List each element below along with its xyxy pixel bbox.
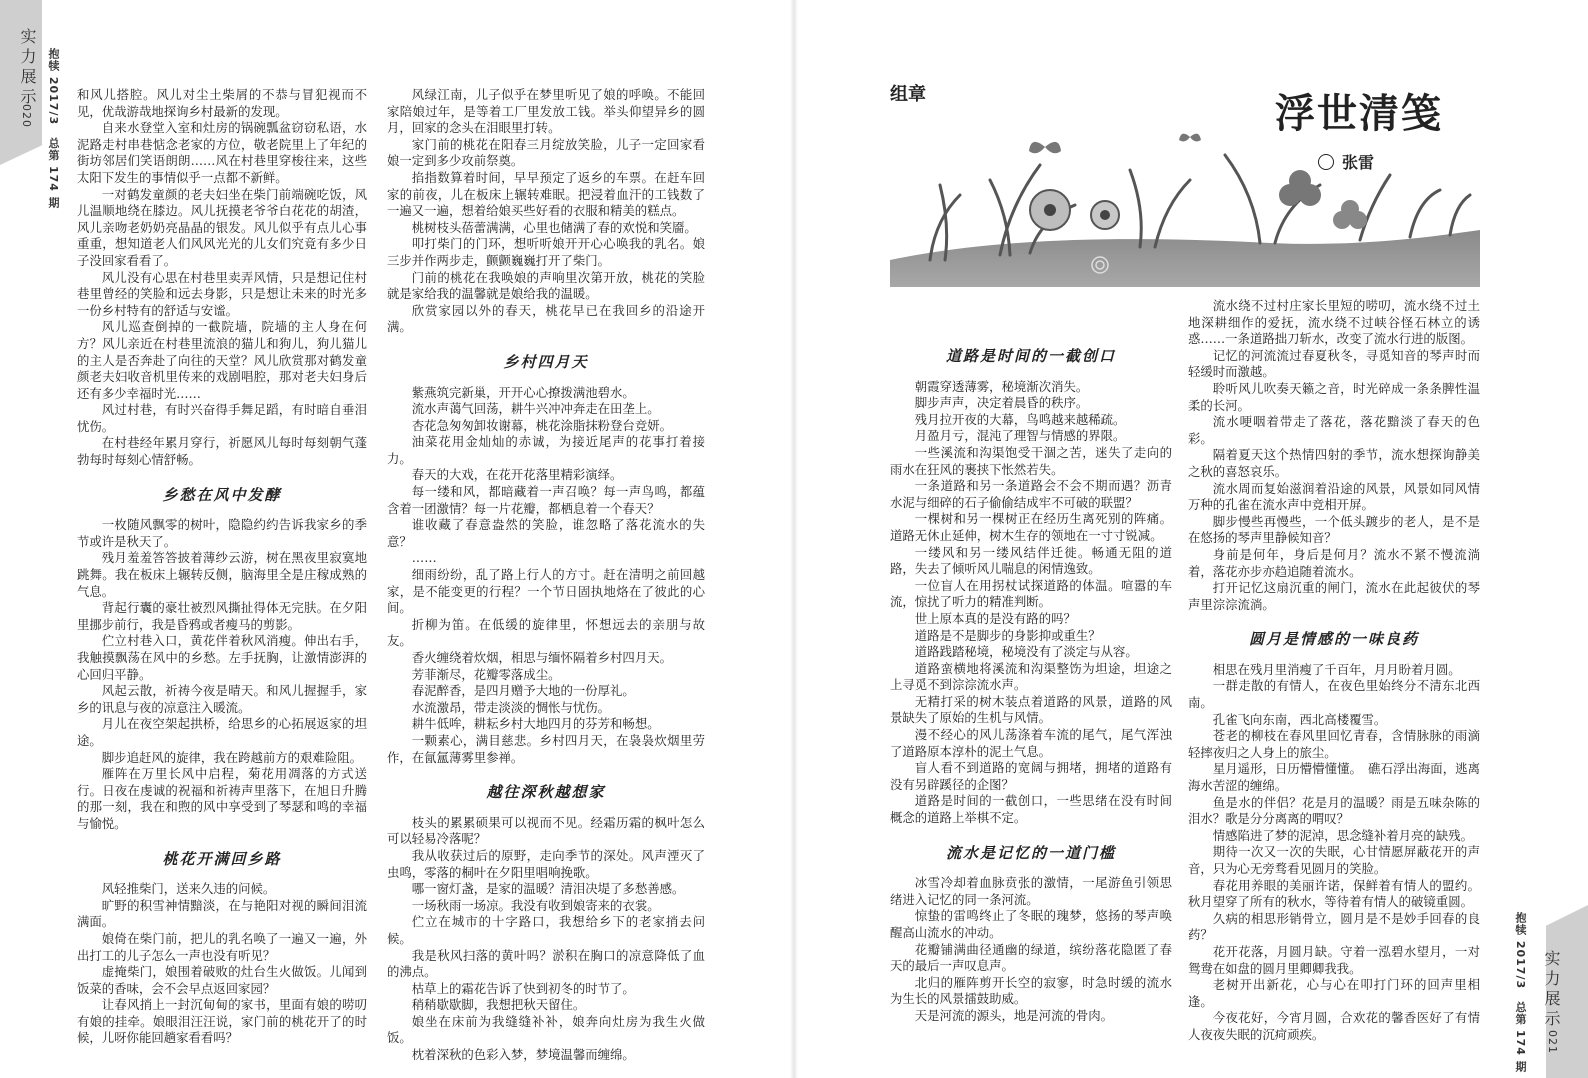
banner-illustration (890, 125, 1480, 287)
paragraph: 鱼是水的伴侣？花是月的温暖？雨是五味杂陈的泪水？歌是分分离离的喟叹？ (1188, 794, 1480, 827)
butterfly-icon (1179, 134, 1201, 142)
paragraph: 风绿江南，儿子似乎在梦里听见了娘的呼唤。不能回家陪娘过年，是等着工厂里发放工钱。举头仰望异乡的圆月，回家的念头在泪眼里打转。 (387, 87, 705, 136)
clover-icon (1333, 200, 1367, 229)
paragraph: 欣赏家园以外的春天，桃花早已在我回乡的沿途开满。 (387, 302, 705, 335)
paragraph: 漫不经心的风儿荡涤着车流的尾气，尾气浑浊了道路原本淳朴的泥土气息。 (890, 727, 1172, 759)
paragraph: 一棵树和另一棵树正在经历生离死别的阵痛。道路无休止延伸，树木生存的领地在一寸寸锐减。 (890, 511, 1172, 543)
author-name: 张雷 (1342, 153, 1375, 172)
paragraph: 春花用养眼的美丽许诺，保鲜着有情人的盟约。秋月望穿了所有的秋水，等待着有情人的破镜重圆。 (1188, 877, 1480, 910)
left-column-1 (77, 87, 367, 1047)
paragraph: 流水绕不过村庄家长里短的唠叨，流水绕不过土地深耕细作的爱抚，流水绕不过峡谷怪石林立的诱惑……一条道路拙刀斩水，改变了流水行进的版图。 (1188, 298, 1480, 347)
paragraph: 伫立在城市的十字路口，我想给乡下的老家捎去问候。 (387, 914, 705, 946)
paragraph: 香火缠绕着炊烟，相思与缅怀隔着乡村四月天。 (411, 650, 672, 665)
paragraph: 隔着夏天这个热情四射的季节，流水想探询静美之秋的喜怒哀乐。 (1188, 447, 1480, 479)
paragraph: 风轻推柴门，送来久违的问候。 (101, 881, 276, 897)
paragraph: 芳菲渐尽，花瓣零落成尘。 (411, 666, 561, 682)
paragraph: 一场秋雨一场凉。我没有收到娘寄来的衣裳。 (411, 897, 660, 913)
paragraph: 自来水登堂入室和灶房的锅碗瓢盆窃窃私语，水泥路走村串巷惦念老家的方位，敬老院里上了年纪的街坊邻居们笑语朗朗……风在村巷里穿梭往来，这些太阳下发生的事情似乎一点都不新鲜。 (77, 120, 367, 185)
paragraph: 道路践踏秘境，秘境没有了淡定与从容。 (914, 644, 1138, 660)
paragraph: 背起行囊的豪壮被烈风撕扯得体无完肤。在夕阳里挪步前行，我是昏鸦或者瘦马的剪影。 (77, 600, 367, 632)
right-column-1 (890, 330, 1172, 1025)
paragraph: 紫燕筑完新巢，开开心心撩拨满池碧水。 (411, 384, 635, 400)
paragraph: 折柳为笛。在低缓的旋律里，怀想远去的亲朋与故友。 (387, 616, 705, 649)
paragraph: 雁阵在万里长风中启程，菊花用凋落的方式送行。日夜在虔诚的祝福和祈祷声里落下，在旭日升腾的那一刻，我在和煦的风中享受到了琴瑟和鸣的幸福与愉悦。 (77, 766, 367, 831)
paragraph: 枯草上的霜花告诉了快到初冬的时节了。 (411, 980, 635, 996)
section-heading: 圆月是情感的一味良药 (1248, 630, 1419, 649)
paragraph: 杏花急匆匆卸妆谢幕，桃花涂脂抹粉登台竞妍。 (411, 417, 672, 433)
paragraph: 家门前的桃花在阳春三月绽放笑脸，儿子一定回家看娘一定到多少攻前祭奠。 (387, 136, 705, 169)
paragraph: 天是河流的源头，地是河流的骨肉。 (914, 1007, 1114, 1023)
paragraph: 世上原本真的是没有路的吗？ (914, 610, 1076, 626)
paragraph: 道路是时间的一截创口，一些思绪在没有时间概念的道路上举棋不定。 (890, 793, 1172, 826)
paragraph: 月盈月亏，混沌了理智与情感的界限。 (914, 428, 1126, 444)
paragraph: 脚步慢些再慢些，一个低头踱步的老人，是不是在悠扬的琴声里静候知音？ (1188, 513, 1480, 546)
paragraph: 油菜花用金灿灿的赤诚，为接近尾声的花事打着接力。 (387, 434, 705, 466)
paragraph: 谁收藏了春意盎然的笑脸，谁忽略了落花流水的失意？ (387, 517, 705, 549)
paragraph: 叩打柴门的门环，想听听娘开开心心唤我的乳名。娘三步并作两步走，颤颤巍巍打开了柴门。 (387, 236, 705, 268)
paragraph: 孔雀飞向东南，西北高楼覆雪。 (1212, 711, 1387, 727)
paragraph: 期待一次又一次的失眠，心甘情愿屏蔽花开的声音，只为心无旁骛看见圆月的笑脸。 (1188, 844, 1480, 876)
paragraph: 虚掩柴门，娘围着破败的灶台生火做饭。儿闻到饭菜的香味，会不会早点返回家园？ (77, 964, 367, 996)
paragraph: 星月遥形，日历懵懵懂懂。 礁石浮出海面，逃离海水苦涩的缠绵。 (1188, 761, 1480, 794)
paragraph: 桃树枝头蓓蕾满满，心里也储满了春的欢悦和笑靥。 (411, 219, 697, 235)
paragraph: 哪一窗灯盏，是家的温暖？清泪决堤了多愁善感。 (411, 881, 685, 897)
paragraph: 门前的桃花在我唤娘的声响里次第开放，桃花的笑脸就是家给我的温馨就是娘给我的温暖。 (387, 269, 705, 302)
paragraph: …… (411, 550, 437, 566)
paragraph: 久病的相思形销骨立，圆月是不是妙手回春的良药？ (1188, 910, 1480, 943)
paragraph: 风儿没有心思在村巷里卖弄风情，只是想记住村巷里曾经的笑脸和远去身影，只是想让未来的时光多一份乡村特有的舒适与安谧。 (77, 269, 367, 318)
paragraph: 身前是何年，身后是何月？流水不紧不慢流淌着，落花亦步亦趋追随着流水。 (1188, 546, 1480, 579)
section-label-left: 实力展示 (18, 28, 37, 108)
paragraph: 春泥醉香，是四月赠予大地的一份厚礼。 (411, 683, 635, 699)
paragraph: 一些溪流和沟渠饱受干涸之苦，迷失了走向的雨水在狂风的裹挟下怅然若失。 (890, 444, 1172, 477)
section-heading: 越往深秋越想家 (486, 783, 606, 802)
paragraph: 枝头的累累硕果可以视而不见。经霜历霜的枫叶怎么可以轻易冷落呢？ (387, 814, 705, 847)
section-label-right: 实力展示 (1542, 950, 1561, 1030)
paragraph: 我从收获过后的原野，走向季节的深处。风声湮灭了虫鸣，零落的桐叶在夕阳里唱响挽歌。 (387, 847, 705, 880)
issue-info-right: 抱犊 2017/3 总第 174 期 (1514, 912, 1527, 1073)
paragraph: 一条道路和另一条道路会不会不期而遇？沥青水泥与细碎的石子偷偷结成牢不可破的联盟？ (890, 478, 1172, 510)
paragraph: 一枚随风飘零的树叶，隐隐约约告诉我家乡的季节或许是秋天了。 (77, 517, 367, 549)
paragraph: 脚步追赶风的旋律，我在跨越前方的艰难险阻。 (101, 749, 362, 765)
section-heading: 道路是时间的一截创口 (945, 347, 1116, 365)
paragraph: 花瓣铺满曲径通幽的绿道，缤纷落花隐匿了春天的最后一声叹息声。 (890, 941, 1172, 974)
paragraph: 老树开出新花，心与心在叩打门环的回声里相逢。 (1188, 977, 1480, 1009)
flower-icon (1091, 201, 1119, 229)
paragraph: 一颗素心，满目慈悲。乡村四月天，在袅袅炊烟里劳作，在氤氲薄雾里参禅。 (387, 732, 705, 765)
paragraph: 流水哽咽着带走了落花，落花黯淡了春天的色彩。 (1188, 414, 1480, 446)
paragraph: 一位盲人在用拐杖试探道路的体温。喧嚣的车流，惊扰了听力的精准判断。 (890, 577, 1172, 610)
paragraph: 风起云散，祈祷今夜是晴天。和风儿握握手，家乡的讯息与夜的凉意注入暖流。 (77, 683, 367, 715)
paragraph: 掐指数算着时间，早早预定了返乡的车票。在赶车回家的前夜，儿在板床上辗转难眠。把浸着血汗的工钱数了一遍又一遍，想着给娘买些好看的衣服和精美的糕点。 (387, 169, 705, 219)
paragraph: 枕着深秋的色彩入梦，梦境温馨而缠绵。 (411, 1047, 635, 1063)
paragraph: 道路蛮横地将溪流和沟渠整饬为坦途，坦途之上寻觅不到淙淙流水声。 (890, 660, 1172, 693)
paragraph: 让春风捎上一封沉甸甸的家书，里面有娘的唠叨有娘的挂牵。娘眼泪汪汪说，家门前的桃花开了的时候，儿呀你能回趟家看看吗？ (77, 997, 367, 1046)
paragraph: 道路是不是脚步的身影抑或重生？ (914, 627, 1101, 643)
issue-info-left: 抱犊 2017/3 总第 174 期 (47, 48, 60, 209)
paragraph: 一缕风和另一缕风结伴迁徙。畅通无阻的道路，失去了倾听风儿喘息的闲情逸致。 (890, 544, 1172, 577)
paragraph: 流水声蔼气回荡，耕牛兴冲冲奔走在田垄上。 (411, 401, 660, 417)
paragraph: 一群走散的有情人，在夜色里始终分不清东北西南。 (1188, 678, 1480, 711)
left-column-2 (387, 87, 705, 1064)
paragraph: 打开记忆这扇沉重的闸门，流水在此起彼伏的琴声里淙淙流淌。 (1188, 580, 1480, 612)
paragraph: 风过村巷，有时兴奋得手舞足蹈，有时暗自垂泪忧伤。 (77, 402, 367, 434)
paragraph: 脚步声声，决定着晨昏的秩序。 (914, 395, 1089, 411)
paragraph: 无精打采的树木装点着道路的风景，道路的风景缺失了原始的生机与风情。 (890, 693, 1172, 726)
paragraph: 朝霞穿透薄雾，秘境渐次消失。 (914, 378, 1089, 394)
paragraph: 耕牛低哞，耕耘乡村大地四月的芬芳和畅想。 (411, 716, 660, 732)
paragraph: 残月拉开夜的大幕，鸟鸣越来越稀疏。 (914, 411, 1126, 427)
paragraph: 残月羞羞答答披着薄纱云游，树在黑夜里寂寞地跳舞。我在板床上辗转反侧，脑海里全是庄稼成熟的气息。 (77, 550, 367, 599)
paragraph: 旷野的积雪神情黯淡，在与艳阳对视的瞬间泪流满面。 (77, 897, 367, 930)
paragraph: 花开花落，月圆月缺。守着一泓碧水望月，一对鸳鸯在如盘的圆月里卿卿我我。 (1188, 943, 1480, 976)
flower-icon (1030, 190, 1070, 230)
paragraph: 细雨纷纷，乱了路上行人的方寸。赶在清明之前回越家，是不能变更的行程？一个节日固执地烙在了彼此的心间。 (387, 567, 705, 616)
paragraph: 情感陷进了梦的泥淖，思念缝补着月亮的缺残。 (1212, 827, 1473, 843)
paragraph: 冰雪冷却着血脉贲张的激情，一尾游鱼引领思绪进入记忆的同一条河流。 (890, 875, 1172, 907)
page-number-left: 020 (20, 104, 33, 128)
page-number-right: 021 (1546, 1030, 1559, 1054)
hill-shape (890, 230, 1480, 287)
paragraph: 惊蛰的雷鸣终止了冬眠的瑰梦，悠扬的琴声唤醒高山流水的冲动。 (890, 908, 1172, 940)
butterfly-icon (1029, 142, 1061, 153)
paragraph: 每一缕和风，都暗藏着一声召唤？每一声鸟鸣，都蕴含着一团激情？每一片花瓣，都栖息着一个春天？ (387, 484, 705, 516)
paragraph: 一对鹤发童颜的老夫妇坐在柴门前端碗吃饭，风儿温顺地绕在膝边。风儿抚摸老爷爷白花花的胡渣，风儿亲吻老奶奶亮晶晶的银发。风儿似乎有点儿心事重重，想知道老人们风风光光的儿女们究竟有多少日子没回家看看了。 (77, 186, 367, 268)
paragraph: 水流激昂，带走淡淡的惆怅与忧伤。 (411, 699, 611, 715)
paragraph: 月儿在夜空架起拱桥，给思乡的心拓展返家的坦途。 (77, 716, 367, 748)
paragraph: 春天的大戏，在花开花落里精彩演绎。 (411, 467, 623, 483)
paragraph: 今夜花好，今宵月圆，合欢花的馨香医好了有情人夜夜失眠的沉疴顽疾。 (1188, 1010, 1480, 1042)
paragraph: 在村巷经年累月穿行，祈愿风儿每时每刻朝气蓬勃每时每刻心情舒畅。 (77, 435, 367, 468)
right-column-2 (1188, 298, 1480, 1044)
section-heading: 乡愁在风中发酵 (162, 485, 282, 504)
paragraph: 聆听风儿吹奏天籁之音，时光碎成一条条脾性温柔的长河。 (1188, 380, 1480, 413)
paragraph: 娘倚在柴门前，把儿的乳名唤了一遍又一遍，外出打工的儿子怎么一声也没有听见？ (77, 930, 367, 963)
paragraph: 记忆的河流流过春夏秋冬，寻觅知音的琴声时而轻缓时而激越。 (1188, 347, 1480, 380)
section-heading: 乡村四月天 (503, 352, 589, 371)
paragraph: 盲人看不到道路的宽阔与拥堵，拥堵的道路有没有另辟蹊径的企图？ (890, 760, 1172, 792)
paragraph: 苍老的柳枝在春风里回忆青春，含情脉脉的雨滴轻摔夜归之人身上的旅尘。 (1188, 728, 1480, 760)
paragraph: 北归的雁阵剪开长空的寂寥，时急时缓的流水为生长的风景擂鼓助威。 (890, 974, 1172, 1007)
paragraph: 风儿巡查倒掉的一截院墙，院墙的主人身在何方？风儿亲近在村巷里流浪的猫儿和狗儿，狗儿猫儿的主人是否奔赴了向往的天堂？风儿欣赏那对鹤发童颜老夫妇收音机里传来的戏剧唱腔，那对老夫妇身后还有多少幸福时光…… (77, 319, 367, 401)
paragraph: 流水周而复始滋润着沿途的风景，风景如同风情万种的孔雀在流水声中竞相开屏。 (1188, 480, 1480, 513)
paragraph: 和风儿搭腔。风儿对尘土柴屑的不恭与冒犯视而不见，优哉游哉地探询乡村最新的发现。 (77, 87, 367, 119)
article-title: 浮世清笺 (1275, 90, 1443, 137)
paragraph: 稍稍歇歇脚，我想把秋天留住。 (411, 997, 586, 1013)
paragraph: 我是秋风扫落的黄叶吗？淤积在胸口的凉意降低了血的沸点。 (387, 947, 705, 980)
section-heading: 桃花开满回乡路 (162, 849, 282, 868)
section-tag: 组章 (890, 84, 926, 105)
section-heading: 流水是记忆的一道门槛 (945, 843, 1116, 862)
paragraph: 娘坐在床前为我缝缝补补，娘奔向灶房为我生火做饭。 (387, 1013, 705, 1046)
paragraph: 伫立村巷入口，黄花伴着秋风消瘦。伸出右手，我触摸飘荡在风中的乡愁。左手抚胸，让激情澎湃的心回归平静。 (77, 633, 367, 682)
paragraph: 相思在残月里消瘦了千百年，月月盼着月圆。 (1212, 661, 1461, 677)
